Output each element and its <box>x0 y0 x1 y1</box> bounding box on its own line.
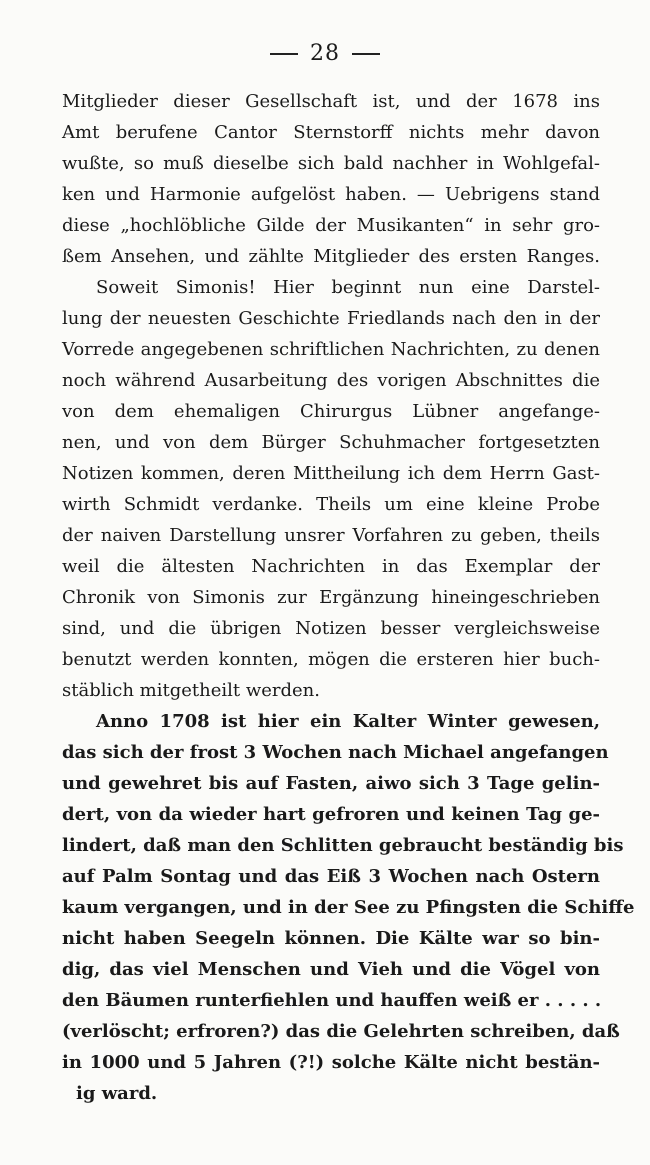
text-line: lung der neuesten Geschichte Friedlands nach den in der <box>62 308 600 329</box>
text-line: das sich der frost 3 Wochen nach Michael angefangen <box>62 742 609 763</box>
text-line: auf Palm Sontag und das Eiß 3 Wochen nach Ostern <box>62 866 600 887</box>
text-line: von dem ehemaligen Chirurgus Lübner angefange- <box>62 401 600 422</box>
text-line: in 1000 und 5 Jahren (?!) solche Kälte nicht bestän- <box>62 1052 600 1073</box>
text-line: Notizen kommen, deren Mittheilung ich dem Herrn Gast- <box>62 463 600 484</box>
text-line: ken und Harmonie aufgelöst haben. — Uebrigens stand <box>62 184 600 205</box>
text-line: und gewehret bis auf Fasten, aiwo sich 3 Tage gelin- <box>62 773 600 794</box>
text-line: Vorrede angegebenen schriftlichen Nachrichten, zu denen <box>62 339 600 360</box>
text-line: diese „hochlöbliche Gilde der Musikanten“ in sehr gro- <box>62 215 600 236</box>
text-line: lindert, daß man den Schlitten gebraucht beständig bis <box>62 835 624 856</box>
text-line: den Bäumen runterfiehlen und hauffen weiß er . . . . . <box>62 990 602 1011</box>
header-dash-right <box>352 53 380 55</box>
page-body <box>62 86 635 1109</box>
text-line: weil die ältesten Nachrichten in das Exemplar der <box>62 556 600 577</box>
paragraph-3-chronicle-quote <box>62 706 635 1109</box>
text-line: wirth Schmidt verdanke. Theils um eine kleine Probe <box>62 494 600 515</box>
text-line: stäblich mitgetheilt werden. <box>62 680 320 701</box>
text-line: ig ward. <box>76 1083 158 1104</box>
text-line: (verlöscht; erfroren?) das die Gelehrten schreiben, daß <box>62 1021 620 1042</box>
text-line: Anno 1708 ist hier ein Kalter Winter gewesen, <box>96 711 600 732</box>
text-line: ßem Ansehen, und zählte Mitglieder des ersten Ranges. <box>62 246 600 267</box>
text-line: noch während Ausarbeitung des vorigen Abschnittes die <box>62 370 600 391</box>
page-number: 28 <box>310 41 340 66</box>
text-line: der naiven Darstellung unsrer Vorfahren zu geben, theils <box>62 525 600 546</box>
paragraph-2 <box>62 272 600 706</box>
text-line: Chronik von Simonis zur Ergänzung hineingeschrieben <box>62 587 600 608</box>
paragraph-1 <box>62 86 600 272</box>
text-line: benutzt werden konnten, mögen die ersteren hier buch- <box>62 649 600 670</box>
text-line: wußte, so muß dieselbe sich bald nachher in Wohlgefal- <box>62 153 600 174</box>
text-line: nicht haben Seegeln können. Die Kälte war so bin- <box>62 928 600 949</box>
text-line: dert, von da wieder hart gefroren und keinen Tag ge- <box>62 804 600 825</box>
text-line: sind, und die übrigen Notizen besser vergleichsweise <box>62 618 600 639</box>
text-line: Mitglieder dieser Gesellschaft ist, und der 1678 ins <box>62 91 600 112</box>
page-number-header <box>0 40 650 68</box>
text-line: nen, und von dem Bürger Schuhmacher fortgesetzten <box>62 432 600 453</box>
text-line: Amt berufene Cantor Sternstorff nichts mehr davon <box>62 122 600 143</box>
text-line: dig, das viel Menschen und Vieh und die Vögel von <box>62 959 600 980</box>
text-line: kaum vergangen, und in der See zu Pfingsten die Schiffe <box>62 897 635 918</box>
header-dash-left <box>270 53 298 55</box>
text-line: Soweit Simonis! Hier beginnt nun eine Darstel- <box>96 277 600 298</box>
